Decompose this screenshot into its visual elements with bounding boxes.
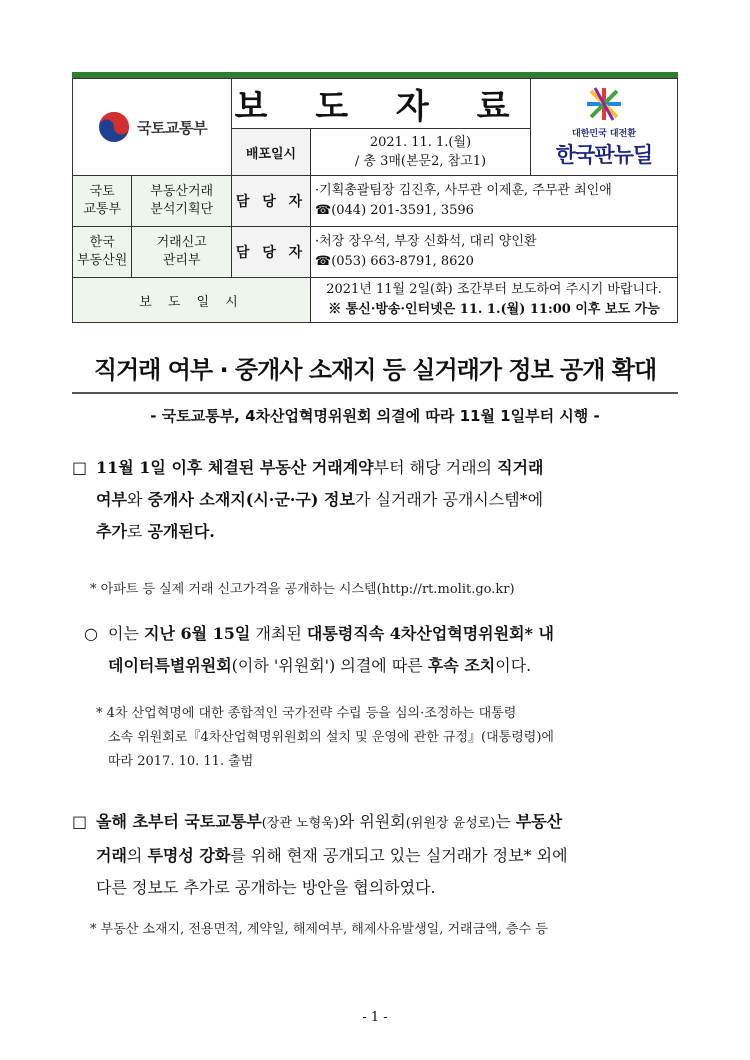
release-line-1: 2021년 11월 2일(화) 조간부터 보도하여 주시기 바랍니다. [326, 282, 662, 297]
circle-bullet-icon: ○ [84, 624, 98, 643]
org-name-1: 국토 교통부 [73, 176, 132, 227]
distribution-pages: / 총 3매(본문2, 참고1) [354, 154, 487, 169]
press-header-table [72, 78, 678, 323]
distribution-label: 배포일시 [232, 129, 311, 176]
press-release-title: 보 도 자 료 [232, 79, 531, 129]
brand-name: 한국판뉴딜 [555, 142, 653, 167]
dept-name-1: 부동산거래 분석기획단 [132, 176, 232, 227]
contact-phone-2: ☎(053) 663-8791, 8620 [315, 254, 474, 269]
ministry-logo-cell [73, 79, 232, 176]
distribution-info [311, 129, 531, 176]
ministry-logo-text: 국토교통부 [137, 118, 207, 137]
square-bullet-icon: □ [72, 812, 88, 831]
square-bullet-icon: □ [72, 458, 88, 477]
taegeuk-logo-icon [97, 110, 131, 144]
release-date-info [311, 278, 678, 323]
contact-label-2: 담 당 자 [232, 227, 311, 278]
footnote-3: * 부동산 소재지, 전용면적, 계약일, 해제여부, 해제사유발생일, 거래금액, 층수 등 [90, 922, 548, 937]
contact-phone-1: ☎(044) 201-3591, 3596 [315, 203, 474, 218]
contact-info-2 [311, 227, 678, 278]
release-line-2: ※ 통신·방송·인터넷은 11. 1.(월) 11:00 이후 보도 가능 [328, 302, 660, 317]
new-deal-star-icon [581, 86, 627, 122]
headline-divider [72, 392, 678, 394]
page-number: - 1 - [362, 1010, 388, 1025]
contact-info-1 [311, 176, 678, 227]
dept-name-2: 거래신고 관리부 [132, 227, 232, 278]
distribution-date: 2021. 11. 1.(월) [369, 135, 472, 150]
subheadline: - 국토교통부, 4차산업혁명위원회 의결에 따라 11월 1일부터 시행 - [150, 407, 600, 425]
org-name-2: 한국 부동산원 [73, 227, 132, 278]
release-date-label: 보 도 일 시 [73, 278, 311, 323]
headline: 직거래 여부 · 중개사 소재지 등 실거래가 정보 공개 확대 [93, 356, 657, 384]
footnote-1: * 아파트 등 실제 거래 신고가격을 공개하는 시스템(http://rt.molit.go.kr) [90, 582, 515, 597]
paragraph-1: □ 11월 1일 이후 체결된 부동산 거래계약부터 해당 거래의 직거래 여부와 중개사 소재지(시·군·구) 정보가 실거래가 공개시스템*에 추가로 공개된다. [72, 452, 682, 548]
contact-names-1: ·기획총괄팀장 김진후, 사무관 이제훈, 주무관 최인애 [315, 183, 612, 198]
korean-new-deal-logo-cell [531, 79, 678, 176]
paragraph-3: □ 올해 초부터 국토교통부(장관 노형욱)와 위원회(위원장 윤성로)는 부동산 거래의 투명성 강화를 위해 현재 공개되고 있는 실거래가 정보* 외에 다른 정보도 추가로 공개하는 방안을 협의하였다. [72, 806, 682, 904]
contact-label-1: 담 당 자 [232, 176, 311, 227]
contact-names-2: ·처장 장우석, 부장 신화석, 대리 양인환 [315, 234, 537, 249]
brand-tagline: 대한민국 대전환 [572, 128, 636, 139]
paragraph-2: ○ 이는 지난 6월 15일 개최된 대통령직속 4차산업혁명위원회* 내 데이터특별위원회(이하 '위원회') 의결에 따른 후속 조치이다. [84, 618, 684, 682]
footnote-2: * 4차 산업혁명에 대한 종합적인 국가전략 수립 등을 심의·조정하는 대통령 소속 위원회로『4차산업혁명위원회의 설치 및 운영에 관한 규정』(대통령령)에 따라 2017. 10. 11. 출범 [96, 706, 554, 769]
